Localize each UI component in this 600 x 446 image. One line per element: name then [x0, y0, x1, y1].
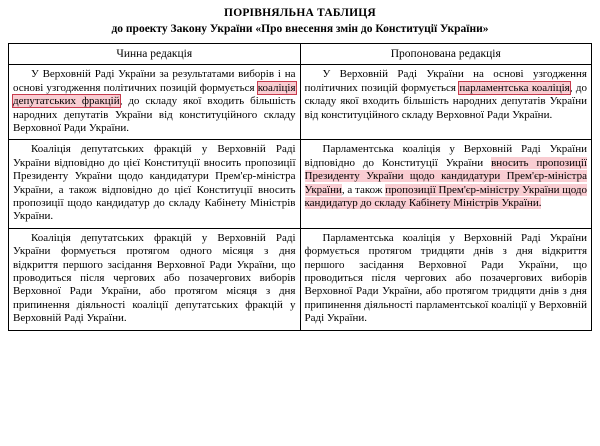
page-subtitle: до проекту Закону України «Про внесення змін до Конституції України»	[111, 23, 489, 36]
paragraph: Коаліція депутатських фракцій у Верховній Раді України формується протягом одного місяця з дня відкриття першого засідання Верховної Ради України, що проводиться після чергових або позачергових виборів Верховної Ради України, або протягом місяця з дня припинення діяльності коаліції депутатських фракцій у Верховній Раді України.	[13, 231, 296, 325]
highlight-proposed-1: парламентська коаліція	[459, 81, 570, 94]
cell-current-3	[9, 228, 301, 330]
text-before: Парламентська коаліція у Верховній Раді України відповідно до Конституції України	[304, 143, 587, 169]
column-header-current: Чинна редакція	[9, 44, 301, 65]
highlight-current-1: коаліція депутатських фракцій	[13, 81, 296, 108]
paragraph: Коаліція депутатських фракцій у Верховній Раді України відповідно до цієї Конституції вносить пропозиції Президенту України щодо кандидатури Прем'єр-міністра України, а також відповідно до цієї Конституції вносить пропозиції щодо кандидатур до складу Кабінету Міністрів України.	[13, 143, 296, 223]
text-before: У Верховній Раді України за результатами виборів і на основі узгодження політичних позицій формується	[13, 68, 296, 94]
cell-proposed-3	[300, 228, 592, 330]
cell-proposed-2	[300, 140, 592, 228]
text-after: , до складу якої входить більшість народних депутатів України від конституційного складу Верховної Ради України.	[13, 95, 296, 134]
cell-proposed-1	[300, 65, 592, 140]
text-middle: , а також	[341, 183, 386, 196]
paragraph	[305, 68, 588, 122]
comparison-table	[8, 43, 592, 330]
table-row	[9, 65, 592, 140]
column-header-proposed: Пропонована редакція	[300, 44, 592, 65]
text-before: У Верховній Раді України на основі узгодження політичних позицій формується	[304, 68, 587, 94]
table-header-row	[9, 44, 592, 65]
cell-current-1	[9, 65, 301, 140]
page-title: ПОРІВНЯЛЬНА ТАБЛИЦЯ	[224, 7, 376, 19]
highlight-proposed-2a: вносить пропозиції Президенту України щодо кандидатури Прем'єр-міністра України	[304, 156, 587, 196]
paragraph	[13, 68, 296, 135]
highlight-proposed-2b: пропозиції Прем'єр-міністру України щодо кандидатур до складу Кабінету Міністрів України.	[304, 183, 587, 209]
text-after: , до складу якої входить більшість народних депутатів України від конституційного складу Верховної Ради України.	[304, 81, 587, 121]
paragraph: Парламентська коаліція у Верховній Раді України формується протягом тридцяти днів з дня відкриття першого засідання Верховної Ради України, що проводиться після чергових або позачергових виборів Верховної Ради України, або протягом тридцяти днів з дня припинення діяльності парламентської коаліції у Верховній Раді України.	[304, 231, 587, 325]
paragraph	[305, 143, 588, 210]
table-row	[9, 140, 592, 228]
cell-current-2	[9, 140, 301, 228]
table-row	[9, 228, 592, 330]
